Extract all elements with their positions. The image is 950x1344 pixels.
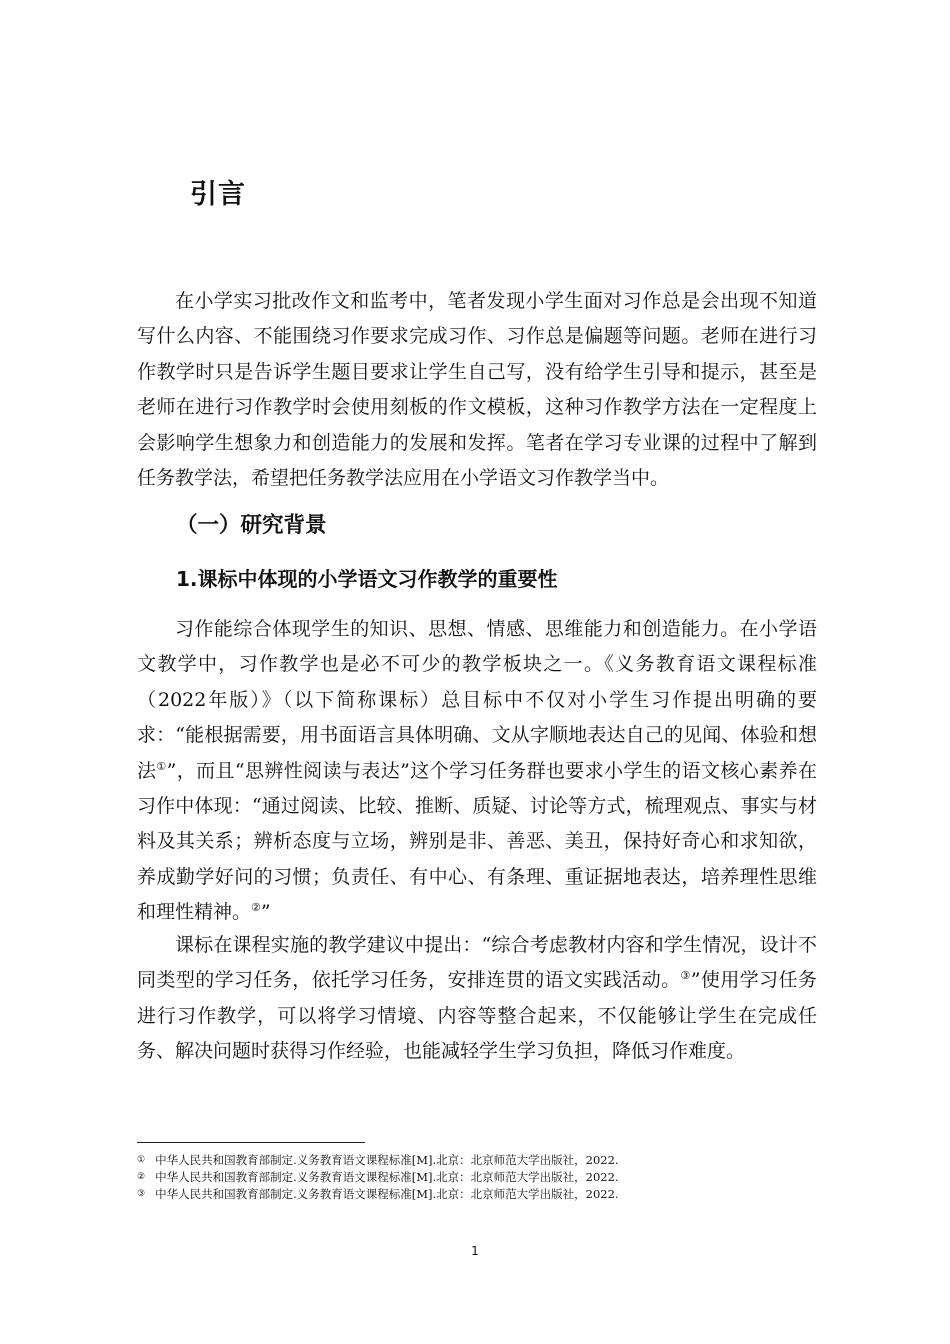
paragraph-text: 习作能综合体现学生的知识、思想、情感、思维能力和创造能力。在小学语文教学中，习作教学也是必不可少的教学板块之一。《义务教育语文课程标准（2022年版）》（以下简称课标）总目标中不仅对小学生习作提出明确的要求：“能根据需要，用书面语言具体明确、文从字顺地表达自己的见闻、体验和想法 bbox=[137, 618, 817, 782]
subsection-heading: 1.课标中体现的小学语文习作教学的重要性 bbox=[176, 567, 558, 591]
paragraph-text: 课标在课程实施的教学建议中提出：“综合考虑教材内容和学生情况，设计不同类型的学习任务，依托学习任务，安排连贯的语文实践活动。 bbox=[137, 934, 817, 992]
footnote-mark: ① bbox=[137, 1155, 146, 1165]
footnote-3 bbox=[137, 1186, 619, 1203]
footnote-ref-3[interactable]: ③ bbox=[680, 969, 691, 983]
intro-paragraph: 在小学实习批改作文和监考中，笔者发现小学生面对习作总是会出现不知道写什么内容、不能围绕习作要求完成习作、习作总是偏题等问题。老师在进行习作教学时只是告诉学生题目要求让学生自己写，没有给学生引导和提示，甚至是老师在进行习作教学时会使用刻板的作文模板，这种习作教学方法在一定程度上会影响学生想象力和创造能力的发展和发挥。笔者在学习专业课的过程中了解到任务教学法，希望把任务教学法应用在小学语文习作教学当中。 bbox=[137, 290, 817, 490]
footnote-separator bbox=[137, 1142, 365, 1143]
footnote-ref-2[interactable]: ② bbox=[251, 901, 261, 915]
section-heading: （一）研究背景 bbox=[176, 513, 327, 538]
paragraph-text: ”使用学习任务进行习作教学，可以将学习情境、内容等整合起来，不仅能够让学生在完成任务、解决问题时获得习作经验，也能减轻学生学习负担，降低习作难度。 bbox=[137, 969, 817, 1063]
body-paragraph-1 bbox=[137, 612, 817, 931]
body-paragraph-2 bbox=[137, 928, 817, 1070]
footnote-text: 中华人民共和国教育部制定.义务教育语文课程标准[M].北京：北京师范大学出版社，2022. bbox=[155, 1187, 619, 1201]
page-title: 引言 bbox=[190, 179, 246, 210]
footnote-1 bbox=[137, 1152, 619, 1169]
paragraph-text: ” bbox=[260, 901, 271, 924]
footnote-mark: ③ bbox=[137, 1189, 146, 1199]
footnote-2 bbox=[137, 1169, 619, 1186]
paragraph-text: ”，而且“思辨性阅读与表达”这个学习任务群也要求小学生的语文核心素养在习作中体现：“通过阅读、比较、推断、质疑、讨论等方式，梳理观点、事实与材料及其关系；辨析态度与立场，辨别是非、善恶、美丑，保持好奇心和求知欲，养成勤学好问的习惯；负责任、有中心、有条理、重证据地表达，培养理性思维和理性精神。 bbox=[137, 759, 817, 924]
page-number: 1 bbox=[471, 1244, 479, 1258]
footnote-ref-1[interactable]: ① bbox=[156, 759, 167, 773]
footnote-mark: ② bbox=[137, 1172, 146, 1182]
footnote-text: 中华人民共和国教育部制定.义务教育语文课程标准[M].北京：北京师范大学出版社，2022. bbox=[155, 1170, 619, 1184]
footnote-text: 中华人民共和国教育部制定.义务教育语文课程标准[M].北京：北京师范大学出版社，2022. bbox=[155, 1153, 619, 1167]
